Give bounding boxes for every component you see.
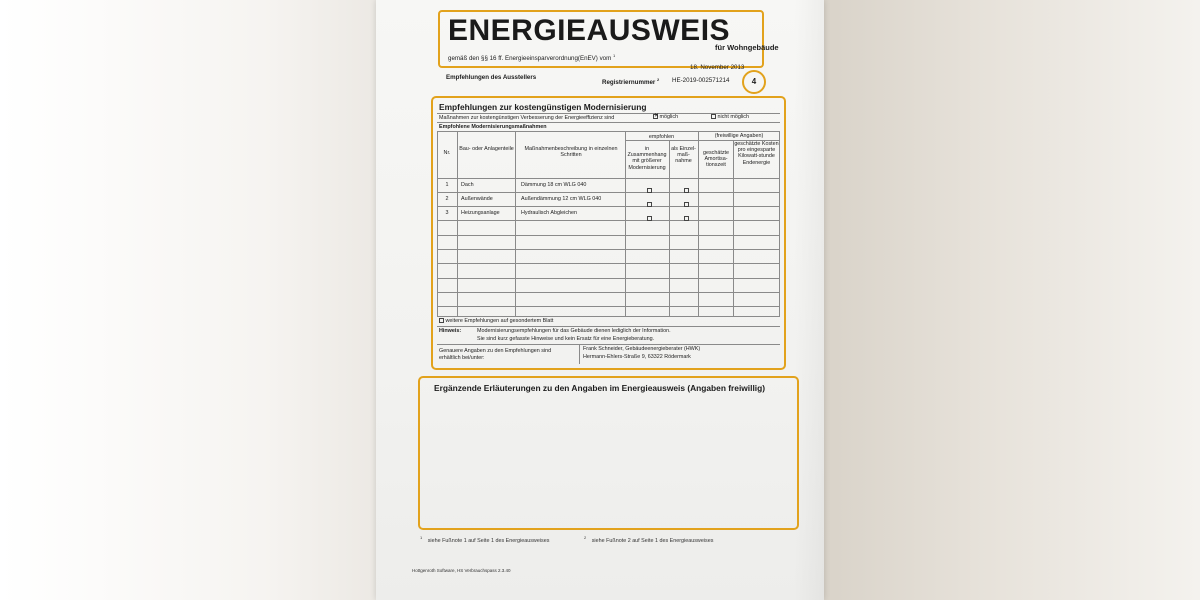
table-rule — [437, 344, 780, 345]
col-rule — [579, 344, 580, 364]
checked-mark-icon: ✕ — [654, 113, 660, 120]
more-sheet-line — [439, 318, 553, 324]
possible-checkbox[interactable] — [653, 114, 658, 119]
recommendations-section — [431, 96, 786, 370]
row-rule — [437, 220, 780, 221]
table-rule — [437, 131, 780, 132]
table-row — [437, 206, 780, 220]
col-rule — [457, 131, 458, 316]
recommended-measures-label: Empfohlene Modernisierungsmaßnahmen — [439, 124, 547, 130]
row-component: Heizungsanlage — [461, 210, 500, 216]
col-header-cost: geschätzte Kosten pro eingesparte Kilowatt-stunde Endenergie — [734, 141, 779, 166]
registration-number: HE-2019-002571214 — [672, 77, 730, 84]
col-header-description: Maßnahmenbeschreibung in einzelnen Schritten — [524, 146, 618, 159]
footnote-1 — [420, 535, 549, 544]
col-header-component: Bau- oder Anlagenteile — [459, 146, 514, 152]
row-rule — [437, 235, 780, 236]
row-rule — [437, 278, 780, 279]
background-left — [0, 0, 376, 600]
registration-footnote: 2 — [657, 77, 660, 82]
title-frame — [438, 10, 779, 71]
software-credit: Hottgenroth Software, HS Verbrauchspass 2.3.40 — [412, 568, 511, 573]
regulation-line — [448, 53, 615, 62]
row-description: Außendämmung 12 cm WLG 040 — [521, 196, 602, 202]
option-possible-label: möglich — [659, 114, 679, 120]
row-nr: 1 — [445, 182, 449, 188]
note-line-1: Modernisierungsempfehlungen für das Gebäude dienen lediglich der Information. — [477, 328, 671, 334]
registration-label-text: Registriernummer — [602, 79, 656, 87]
background-right — [824, 0, 1200, 600]
option-not-possible — [711, 114, 749, 120]
row-rule — [437, 306, 780, 307]
footnote-2 — [584, 535, 713, 544]
regulation-text: gemäß den §§ 16 ff. Energieeinsparverordnung(EnEV) vom — [448, 55, 612, 63]
row-rule — [437, 249, 780, 250]
note-line-2: Sie sind kurz gefasste Hinweise und kein Ersatz für eine Energieberatung. — [477, 336, 655, 342]
col-rule — [779, 131, 780, 316]
explanations-text-area[interactable] — [426, 396, 787, 520]
explanations-section — [418, 376, 799, 530]
row-combination-checkbox[interactable] — [647, 210, 652, 228]
table-row — [437, 178, 780, 192]
option-not-possible-label: nicht möglich — [717, 114, 749, 120]
option-possible — [653, 114, 678, 120]
contact-label-2: erhältlich bei/unter: — [439, 355, 485, 361]
recommendations-title: Empfehlungen zur kostengünstigen Modernisierung — [439, 102, 647, 112]
table-rule — [437, 122, 780, 123]
measures-line: Maßnahmen zur kostengünstigen Verbesserung der Energieeffizienz sind — [439, 115, 615, 121]
document-page — [376, 0, 824, 600]
col-rule — [437, 131, 438, 316]
col-header-recommended: empfohlen — [648, 134, 675, 140]
row-rule — [437, 263, 780, 264]
footnote-1-mark: 1 — [420, 535, 423, 540]
row-description: Hydraulisch Abgleichen — [521, 210, 578, 216]
page-number-badge: 4 — [742, 70, 766, 94]
table-rule — [437, 326, 780, 327]
contact-line-2: Hermann-Ehlers-Straße 9, 63322 Rödermark — [583, 354, 691, 360]
not-possible-checkbox[interactable] — [711, 114, 716, 119]
col-rule — [733, 140, 734, 316]
col-header-single: als Einzel-maß-nahme — [671, 146, 696, 165]
table-row — [437, 192, 780, 206]
row-single-checkbox[interactable] — [684, 210, 689, 228]
row-rule — [437, 292, 780, 293]
note-label: Hinweis: — [439, 328, 462, 334]
more-sheet-checkbox[interactable] — [439, 318, 444, 323]
contact-label-1: Genauere Angaben zu den Empfehlungen sind — [439, 348, 552, 354]
row-rule — [437, 316, 780, 317]
col-rule — [669, 140, 670, 316]
explanations-title: Ergänzende Erläuterungen zu den Angaben im Energieausweis (Angaben freiwillig) — [434, 383, 766, 393]
more-sheet-label: weitere Empfehlungen auf gesondertem Blatt — [445, 318, 554, 324]
registration-label — [602, 77, 659, 86]
col-header-in-combination: in Zusammenhang mit größerer Modernisierung — [627, 146, 667, 171]
footnote-2-text: siehe Fußnote 2 auf Seite 1 des Energieausweises — [591, 537, 714, 544]
col-rule — [515, 131, 516, 316]
row-nr: 3 — [445, 210, 449, 216]
col-header-optional: (freiwillige Angaben) — [714, 133, 764, 139]
issuer-label: Empfehlungen des Ausstellers — [446, 74, 537, 81]
document-title: ENERGIEAUSWEIS — [448, 14, 731, 47]
contact-line-1: Frank Schneider, Gebäudeenergieberater (HWK) — [583, 346, 701, 352]
regulation-date: 18. November 2013 — [690, 64, 745, 71]
building-type: für Wohngebäude — [715, 43, 779, 52]
row-component: Dach — [461, 182, 474, 188]
row-description: Dämmung 18 cm WLG 040 — [521, 182, 587, 188]
row-component: Außenwände — [461, 196, 493, 202]
regulation-footnote: 1 — [613, 53, 616, 58]
row-nr: 2 — [445, 196, 449, 202]
col-header-nr: Nr. — [443, 150, 451, 156]
footnote-2-mark: 2 — [584, 535, 587, 540]
col-header-payback: geschätzte Amortisa-tionszeit — [702, 150, 730, 169]
footnote-1-text: siehe Fußnote 1 auf Seite 1 des Energieausweises — [427, 537, 550, 544]
